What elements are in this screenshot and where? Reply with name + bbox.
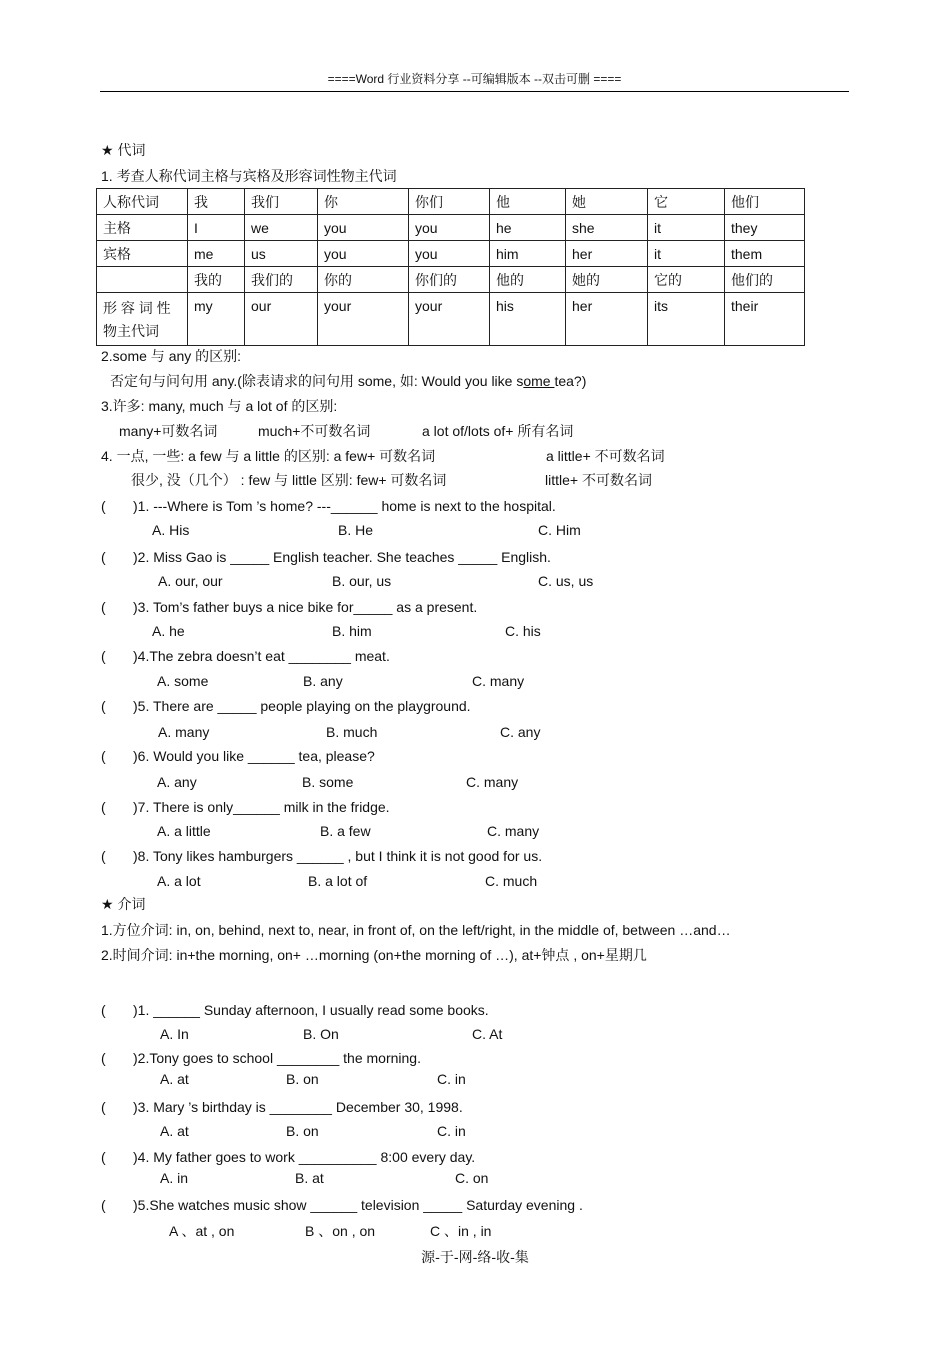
table-cell: 我 — [188, 189, 245, 215]
table-cell: 他们 — [725, 189, 805, 215]
table-cell: 主格 — [97, 215, 188, 241]
table-cell: 你们的 — [409, 267, 490, 293]
table-row — [97, 241, 805, 267]
question-1: )1. ---Where is Tom ’s home? ---______ home is next to the hospital. — [133, 498, 556, 514]
option-b: B. much — [326, 724, 378, 740]
option-c: C. his — [505, 623, 541, 639]
note-4-b: a little+ 不可数名词 — [546, 448, 665, 464]
option-b: B. some — [302, 774, 354, 790]
table-cell: you — [409, 241, 490, 267]
note-2-title: 2.some 与 any 的区别: — [101, 348, 242, 364]
answer-blank[interactable]: ( — [101, 648, 106, 664]
table-cell: I — [188, 215, 245, 241]
table-cell: 他的 — [490, 267, 566, 293]
table-cell: 形 容 词 性 物主代词 — [97, 293, 188, 346]
option-c: C. in — [437, 1123, 466, 1139]
answer-blank[interactable]: ( — [101, 1002, 106, 1018]
table-cell: 它 — [648, 189, 725, 215]
option-a: A. at — [160, 1071, 189, 1087]
page-footer: 源-于-网-络-收-集 — [421, 1250, 529, 1266]
option-c: C. Him — [538, 522, 581, 538]
option-b: B. our, us — [332, 573, 392, 589]
answer-blank[interactable]: ( — [101, 599, 106, 615]
note-2-text: 否定句与问句用 any.(除表请求的问句用 some, 如: Would you like s — [110, 373, 524, 389]
option-a: A. In — [160, 1026, 189, 1042]
note-3-title: 3.许多: many, much 与 a lot of 的区别: — [101, 398, 338, 414]
answer-blank[interactable]: ( — [101, 549, 106, 565]
option-a: A. some — [157, 673, 209, 689]
question-8: )8. Tony likes hamburgers ______ , but I think it is not good for us. — [133, 848, 543, 864]
item-1-title: 1. 考查人称代词主格与宾格及形容词性物主代词 — [101, 168, 397, 184]
table-cell: their — [725, 293, 805, 346]
option-a: A. a lot — [157, 873, 201, 889]
table-cell: it — [648, 241, 725, 267]
answer-blank[interactable]: ( — [101, 799, 106, 815]
table-row — [97, 293, 805, 346]
table-cell: your — [318, 293, 409, 346]
section-title-pronouns: ★ 代词 — [101, 142, 146, 158]
option-b: B. On — [303, 1026, 339, 1042]
header-rule — [100, 91, 849, 92]
answer-blank[interactable]: ( — [101, 1050, 106, 1066]
option-c: C. many — [472, 673, 525, 689]
answer-blank[interactable]: ( — [101, 498, 106, 514]
option-c: C. many — [466, 774, 519, 790]
option-b: B. a few — [320, 823, 371, 839]
option-a: A. many — [158, 724, 210, 740]
option-b: B. him — [332, 623, 372, 639]
table-cell: my — [188, 293, 245, 346]
note-2-text-end: tea?) — [554, 373, 587, 389]
table-cell: our — [245, 293, 318, 346]
option-a: A. our, our — [158, 573, 223, 589]
answer-blank[interactable]: ( — [101, 748, 106, 764]
question-5: )5.She watches music show ______ television _____ Saturday evening . — [133, 1197, 583, 1213]
option-b: B. on — [286, 1071, 319, 1087]
answer-blank[interactable]: ( — [101, 698, 106, 714]
table-cell: me — [188, 241, 245, 267]
option-a: A. at — [160, 1123, 189, 1139]
option-b: B 、on , on — [305, 1223, 376, 1239]
question-4: )4.The zebra doesn’t eat ________ meat. — [133, 648, 390, 664]
table-cell: her — [566, 241, 648, 267]
question-2: )2.Tony goes to school ________ the morning. — [133, 1050, 421, 1066]
question-7: )7. There is only______ milk in the fridge. — [133, 799, 390, 815]
option-a: A 、at , on — [169, 1223, 235, 1239]
question-1: )1. ______ Sunday afternoon, I usually read some books. — [133, 1002, 489, 1018]
question-3: )3. Mary ’s birthday is ________ December 30, 1998. — [133, 1099, 463, 1115]
option-a: A. a little — [157, 823, 211, 839]
note-2-underlined: ome — [523, 373, 555, 389]
note-3-b: much+不可数名词 — [258, 423, 371, 439]
table-cell: 她 — [566, 189, 648, 215]
option-b: B. a lot of — [308, 873, 368, 889]
table-cell: 我们的 — [245, 267, 318, 293]
table-cell: her — [566, 293, 648, 346]
table-cell: it — [648, 215, 725, 241]
table-cell: 你们 — [409, 189, 490, 215]
question-4: )4. My father goes to work __________ 8:00 every day. — [133, 1149, 476, 1165]
table-row — [97, 267, 805, 293]
section-title-prepositions: ★ 介词 — [101, 896, 146, 912]
table-row — [97, 215, 805, 241]
table-cell: he — [490, 215, 566, 241]
table-cell: you — [318, 241, 409, 267]
question-3: )3. Tom’s father buys a nice bike for_____ as a present. — [133, 599, 478, 615]
option-b: B. on — [286, 1123, 319, 1139]
question-6: )6. Would you like ______ tea, please? — [133, 748, 375, 764]
question-2: )2. Miss Gao is _____ English teacher. She teaches _____ English. — [133, 549, 551, 565]
table-cell: they — [725, 215, 805, 241]
answer-blank[interactable]: ( — [101, 848, 106, 864]
option-c: C. in — [437, 1071, 466, 1087]
preposition-place-note: 1.方位介词: in, on, behind, next to, near, in front of, on the left/right, in the middle of, between …and… — [101, 922, 731, 938]
table-cell: 它的 — [648, 267, 725, 293]
option-a: A. His — [152, 522, 190, 538]
note-4-a: 4. 一点, 一些: a few 与 a little 的区别: a few+ 可数名词 — [101, 448, 436, 464]
table-cell: his — [490, 293, 566, 346]
option-b: B. He — [338, 522, 374, 538]
preposition-time-note: 2.时间介词: in+the morning, on+ …morning (on+the morning of …), at+钟点 , on+星期几 — [101, 947, 647, 963]
table-cell: you — [318, 215, 409, 241]
table-cell: 她的 — [566, 267, 648, 293]
note-4-d: little+ 不可数名词 — [545, 472, 652, 488]
option-b: B. at — [295, 1170, 324, 1186]
pronoun-table — [96, 188, 805, 346]
table-cell: 你 — [318, 189, 409, 215]
table-cell: 你的 — [318, 267, 409, 293]
table-cell: she — [566, 215, 648, 241]
table-cell: us — [245, 241, 318, 267]
table-row — [97, 189, 805, 215]
option-c: C. many — [487, 823, 540, 839]
option-c: C 、in , in — [430, 1223, 492, 1239]
table-cell: you — [409, 215, 490, 241]
table-cell: your — [409, 293, 490, 346]
answer-blank[interactable]: ( — [101, 1149, 106, 1165]
page-header: ====Word 行业资料分享 --可编辑版本 --双击可删 ==== — [327, 72, 622, 86]
option-a: A. he — [152, 623, 185, 639]
option-c: C. on — [455, 1170, 489, 1186]
option-a: A. in — [160, 1170, 189, 1186]
option-c: C. us, us — [538, 573, 594, 589]
table-cell: 宾格 — [97, 241, 188, 267]
note-3-a: many+可数名词 — [119, 423, 218, 439]
option-a: A. any — [157, 774, 197, 790]
table-cell: 他 — [490, 189, 566, 215]
answer-blank[interactable]: ( — [101, 1197, 106, 1213]
table-cell: them — [725, 241, 805, 267]
table-cell: 我的 — [188, 267, 245, 293]
table-cell: its — [648, 293, 725, 346]
option-c: C. any — [500, 724, 541, 740]
table-cell — [97, 267, 188, 293]
table-cell: 他们的 — [725, 267, 805, 293]
answer-blank[interactable]: ( — [101, 1099, 106, 1115]
question-5: )5. There are _____ people playing on the playground. — [133, 698, 471, 714]
table-cell: 我们 — [245, 189, 318, 215]
option-c: C. At — [472, 1026, 503, 1042]
note-4-c: 很少, 没（几个） : few 与 little 区别: few+ 可数名词 — [131, 472, 447, 488]
option-b: B. any — [303, 673, 343, 689]
option-c: C. much — [485, 873, 538, 889]
note-3-c: a lot of/lots of+ 所有名词 — [422, 423, 574, 439]
note-2-body — [110, 372, 586, 390]
table-cell: we — [245, 215, 318, 241]
table-cell: 人称代词 — [97, 189, 188, 215]
table-cell: him — [490, 241, 566, 267]
